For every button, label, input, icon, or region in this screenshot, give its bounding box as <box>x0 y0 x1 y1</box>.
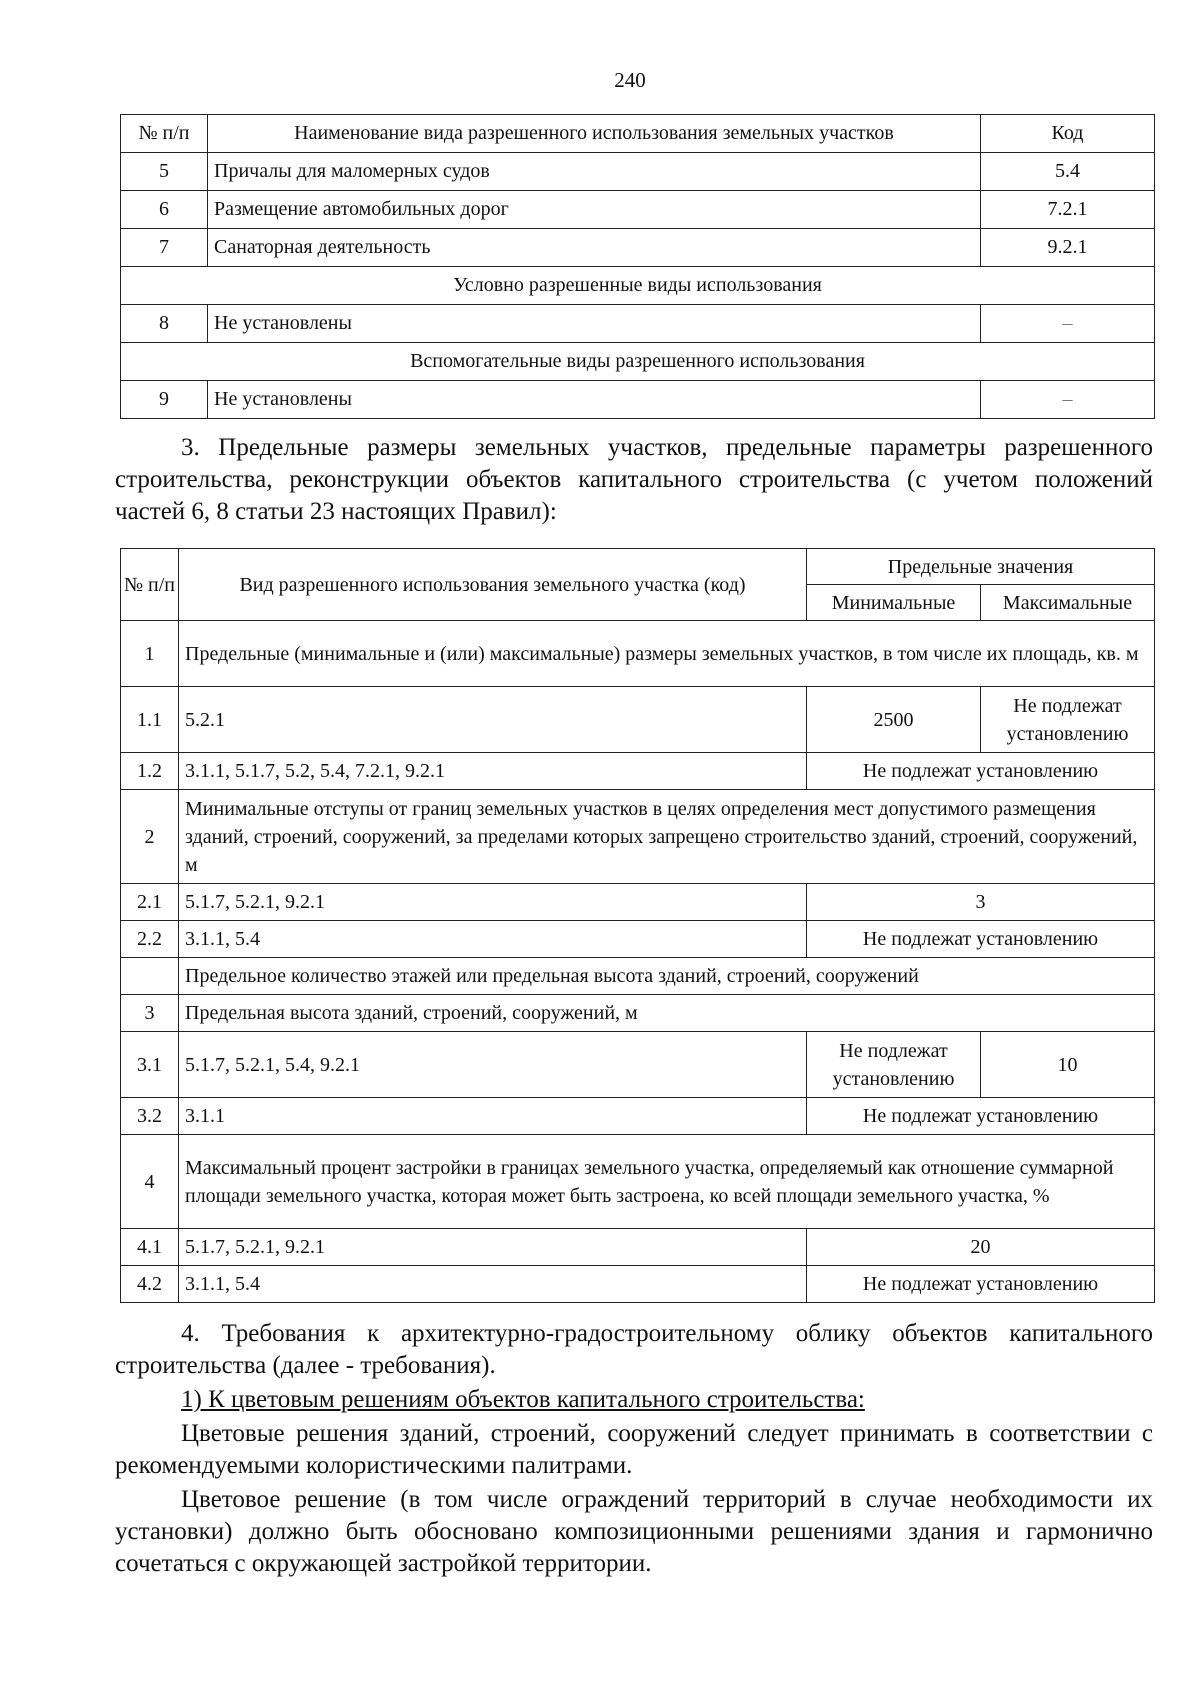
row-text: Предельная высота зданий, строений, сооружений, м <box>179 995 1155 1032</box>
row-num <box>121 958 179 995</box>
row-code: 9.2.1 <box>981 229 1155 267</box>
row-num: 2.1 <box>121 884 179 921</box>
row-value: Не подлежат установлению <box>807 1098 1155 1135</box>
header-limits: Предельные значения <box>807 549 1155 585</box>
row-text: Предельные (минимальные и (или) максимальные) размеры земельных участков, в том числе их площадь, кв. м <box>179 621 1155 687</box>
paragraph-4-3: Цветовое решение (в том числе ограждений территорий в случае необходимости их установки) должно быть обосновано композиционными решениями здания и гармонично сочетаться с окружающей застройкой территории. <box>115 1486 1153 1577</box>
row-num: 5 <box>121 153 208 191</box>
row-code: – <box>981 381 1155 419</box>
row-min: Не подлежат установлению <box>807 1032 981 1098</box>
row-num: 1 <box>121 621 179 687</box>
paragraph-4: 4. Требования к архитектурно-градостроительному облику объектов капитального строительства (далее - требования). <box>115 1320 1153 1379</box>
row-codes: 3.1.1, 5.4 <box>179 921 807 958</box>
section-header-row <box>121 343 1155 381</box>
table-row <box>121 687 1155 753</box>
row-num: 6 <box>121 191 208 229</box>
table-row <box>121 1032 1155 1098</box>
row-codes: 5.1.7, 5.2.1, 9.2.1 <box>179 884 807 921</box>
table-row <box>121 958 1155 995</box>
row-codes: 3.1.1, 5.1.7, 5.2, 5.4, 7.2.1, 9.2.1 <box>179 753 807 790</box>
table-row <box>121 1266 1155 1303</box>
row-name: Не установлены <box>208 305 981 343</box>
row-codes: 5.2.1 <box>179 687 807 753</box>
row-code: 5.4 <box>981 153 1155 191</box>
table-row <box>121 305 1155 343</box>
row-num: 2 <box>121 790 179 884</box>
table-row <box>121 229 1155 267</box>
row-num: 3 <box>121 995 179 1032</box>
paragraph-4-1: 1) К цветовым решениям объектов капитального строительства: <box>181 1386 865 1413</box>
row-num: 3.1 <box>121 1032 179 1098</box>
row-codes: 3.1.1 <box>179 1098 807 1135</box>
table-row <box>121 621 1155 687</box>
header-type: Вид разрешенного использования земельного участка (код) <box>179 549 807 621</box>
paragraph-3: 3. Предельные размеры земельных участков, предельные параметры разрешенного строительства, реконструкции объектов капитального строительства (с учетом положений частей 6, 8 статьи 23 настоящих Правил): <box>115 434 1153 525</box>
row-codes: 5.1.7, 5.2.1, 9.2.1 <box>179 1229 807 1266</box>
row-text: Предельное количество этажей или предельная высота зданий, строений, сооружений <box>179 958 1155 995</box>
row-num: 4.2 <box>121 1266 179 1303</box>
table-row <box>121 1135 1155 1229</box>
row-min: 2500 <box>807 687 981 753</box>
section-auxiliary-uses: Вспомогательные виды разрешенного использования <box>121 343 1155 381</box>
row-num: 1.1 <box>121 687 179 753</box>
row-value: Не подлежат установлению <box>807 753 1155 790</box>
header-min: Минимальные <box>807 585 981 621</box>
permitted-uses-table <box>120 114 1155 419</box>
table-header-row <box>121 115 1155 153</box>
header-max: Максимальные <box>981 585 1155 621</box>
row-text: Минимальные отступы от границ земельных участков в целях определения мест допустимого размещения зданий, строений, сооружений, за пределами которых запрещено строительство зданий, строений, сооружений, м <box>179 790 1155 884</box>
table-row <box>121 1229 1155 1266</box>
row-value: 3 <box>807 884 1155 921</box>
table-row <box>121 153 1155 191</box>
header-num: № п/п <box>121 115 208 153</box>
row-codes: 5.1.7, 5.2.1, 5.4, 9.2.1 <box>179 1032 807 1098</box>
row-max: 10 <box>981 1032 1155 1098</box>
page-number: 240 <box>614 68 646 92</box>
row-name: Санаторная деятельность <box>208 229 981 267</box>
table-header-row <box>121 549 1155 585</box>
row-num: 4.1 <box>121 1229 179 1266</box>
row-num: 8 <box>121 305 208 343</box>
table-row <box>121 995 1155 1032</box>
table-row <box>121 884 1155 921</box>
table-row <box>121 191 1155 229</box>
table-row <box>121 381 1155 419</box>
header-code: Код <box>981 115 1155 153</box>
row-name: Размещение автомобильных дорог <box>208 191 981 229</box>
row-num: 3.2 <box>121 1098 179 1135</box>
row-num: 9 <box>121 381 208 419</box>
row-name: Не установлены <box>208 381 981 419</box>
paragraph-4-2: Цветовые решения зданий, строений, сооружений следует принимать в соответствии с рекомендуемыми колористическими палитрами. <box>115 1420 1153 1479</box>
row-num: 2.2 <box>121 921 179 958</box>
row-num: 7 <box>121 229 208 267</box>
row-value: 20 <box>807 1229 1155 1266</box>
header-name: Наименование вида разрешенного использования земельных участков <box>208 115 981 153</box>
row-max: Не подлежат установлению <box>981 687 1155 753</box>
table-row <box>121 1098 1155 1135</box>
section-conditional-uses: Условно разрешенные виды использования <box>121 267 1155 305</box>
section-header-row <box>121 267 1155 305</box>
row-num: 4 <box>121 1135 179 1229</box>
row-value: Не подлежат установлению <box>807 921 1155 958</box>
row-num: 1.2 <box>121 753 179 790</box>
limit-parameters-table <box>120 548 1155 1303</box>
row-name: Причалы для маломерных судов <box>208 153 981 191</box>
table-row <box>121 753 1155 790</box>
header-num: № п/п <box>121 549 179 621</box>
row-text: Максимальный процент застройки в границах земельного участка, определяемый как отношение суммарной площади земельного участка, которая может быть застроена, ко всей площади земельного участка, % <box>179 1135 1155 1229</box>
row-value: Не подлежат установлению <box>807 1266 1155 1303</box>
row-codes: 3.1.1, 5.4 <box>179 1266 807 1303</box>
row-code: 7.2.1 <box>981 191 1155 229</box>
row-code: – <box>981 305 1155 343</box>
table-row <box>121 790 1155 884</box>
table-row <box>121 921 1155 958</box>
